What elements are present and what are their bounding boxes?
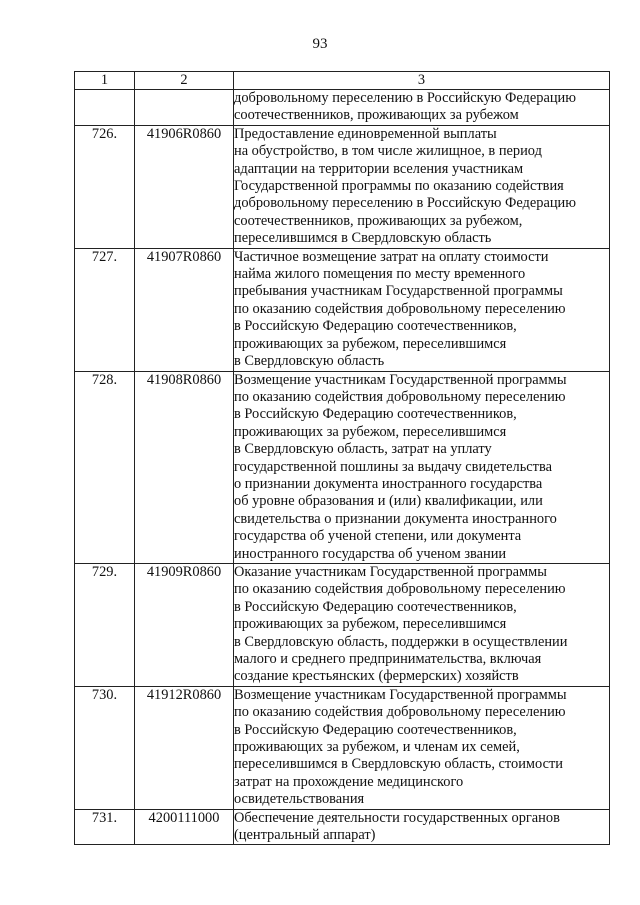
code-cell: 41908R0860 [135, 371, 234, 563]
description-line: на обустройство, в том числе жилищное, в период [234, 143, 542, 160]
description-cell [234, 248, 610, 371]
row-number-cell: 729. [75, 563, 135, 686]
description-line: Возмещение участникам Государственной программы [234, 371, 567, 388]
description-line: Государственной программы по оказанию содействия [234, 178, 564, 195]
table-row [75, 686, 610, 809]
description-line: добровольному переселению в Российскую Федерацию [234, 195, 576, 212]
description-line: Предоставление единовременной выплаты [234, 125, 497, 142]
table-row [75, 371, 610, 563]
description-line: государства об ученой степени, или документа [234, 528, 522, 545]
code-cell: 41912R0860 [135, 686, 234, 809]
description-cell [234, 563, 610, 686]
description-line: свидетельства о признании документа иностранного [234, 510, 557, 527]
description-line: добровольному переселению в Российскую Федерацию [234, 90, 576, 106]
row-number-cell: 728. [75, 371, 135, 563]
description-line: в Свердловскую область, поддержки в осуществлении [234, 633, 568, 650]
description-line: проживающих за рубежом, переселившимся [234, 335, 507, 352]
description-cell [234, 90, 610, 126]
row-number-cell: 730. [75, 686, 135, 809]
column-header: 3 [234, 72, 610, 90]
description-cell [234, 371, 610, 563]
description-line: Оказание участникам Государственной программы [234, 563, 547, 580]
description-line: Обеспечение деятельности государственных органов [234, 809, 560, 826]
description-line: в Российскую Федерацию соотечественников, [234, 721, 517, 738]
description-line: в Российскую Федерацию соотечественников, [234, 318, 517, 335]
description-line: адаптации на территории вселения участникам [234, 160, 524, 177]
description-cell [234, 686, 610, 809]
row-number-cell: 726. [75, 125, 135, 248]
page-number: 93 [312, 36, 328, 52]
description-line: Частичное возмещение затрат на оплату стоимости [234, 248, 549, 265]
description-line: по оказанию содействия добровольному переселению [234, 388, 566, 405]
table-row [75, 809, 610, 845]
description-line: в Свердловскую область, затрат на уплату [234, 441, 492, 458]
row-number-cell: 731. [75, 809, 135, 845]
column-header: 1 [75, 72, 135, 90]
description-line: в Российскую Федерацию соотечественников, [234, 406, 517, 423]
table-row [75, 563, 610, 686]
description-line: создание крестьянских (фермерских) хозяйств [234, 668, 519, 685]
description-line: проживающих за рубежом, переселившимся [234, 616, 507, 633]
row-number-cell [75, 90, 135, 126]
code-cell: 41907R0860 [135, 248, 234, 371]
continuation-row [75, 90, 610, 126]
description-line: по оказанию содействия добровольному переселению [234, 300, 566, 317]
description-line: переселившимся в Свердловскую область [234, 230, 492, 247]
table-row [75, 248, 610, 371]
description-line: соотечественников, проживающих за рубежом, [234, 212, 523, 229]
description-line: соотечественников, проживающих за рубежом [234, 107, 519, 124]
description-line: (центральный аппарат) [234, 827, 376, 844]
budget-classification-table [74, 71, 610, 845]
description-cell [234, 125, 610, 248]
description-line: малого и среднего предпринимательства, включая [234, 651, 542, 667]
code-cell: 41906R0860 [135, 125, 234, 248]
column-header: 2 [135, 72, 234, 90]
code-cell [135, 90, 234, 126]
code-cell: 4200111000 [135, 809, 234, 845]
table-header-row [75, 72, 610, 90]
description-line: об уровне образования и (или) квалификации, или [234, 493, 543, 510]
description-line: затрат на прохождение медицинского [234, 773, 464, 790]
description-line: найма жилого помещения по месту временного [234, 266, 526, 283]
description-line: освидетельствования [234, 791, 365, 808]
description-line: в Российскую Федерацию соотечественников, [234, 598, 517, 615]
row-number-cell: 727. [75, 248, 135, 371]
description-line: в Свердловскую область [234, 353, 385, 370]
description-line: Возмещение участникам Государственной программы [234, 686, 567, 703]
description-line: о признании документа иностранного государства [234, 475, 543, 492]
description-line: государственной пошлины за выдачу свидетельства [234, 458, 552, 475]
code-cell: 41909R0860 [135, 563, 234, 686]
table-row [75, 125, 610, 248]
description-line: проживающих за рубежом, переселившимся [234, 423, 507, 440]
description-line: по оказанию содействия добровольному переселению [234, 581, 566, 598]
description-line: проживающих за рубежом, и членам их семей, [234, 739, 520, 756]
description-cell [234, 809, 610, 845]
description-line: переселившимся в Свердловскую область, стоимости [234, 756, 563, 773]
description-line: по оказанию содействия добровольному переселению [234, 704, 566, 721]
description-line: пребывания участникам Государственной программы [234, 283, 563, 300]
description-line: иностранного государства об ученом звании [234, 545, 507, 562]
